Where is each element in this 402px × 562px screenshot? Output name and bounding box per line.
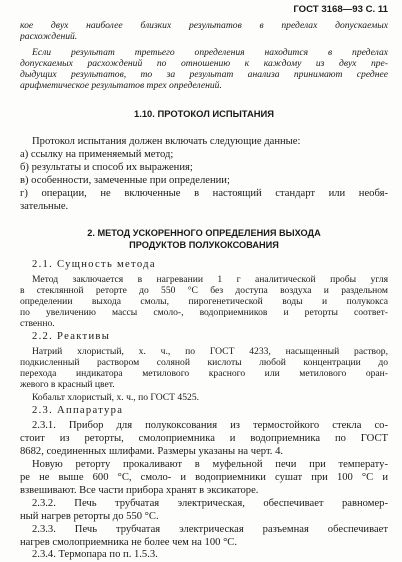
text-line: допускаемых расхождений по отношению к каждому из двух пре- — [20, 58, 388, 69]
subsection-title: 2.2. Реактивы — [32, 331, 111, 342]
text-line: нагрев смолоприемника не более чем на 100 °С. — [20, 537, 238, 548]
text-line: взвешивают. Все части прибора хранят в эксикаторе. — [20, 485, 259, 496]
subsection-title: 2.1. Сущность метода — [32, 259, 156, 270]
text-line: определении выхода смолы, пирогенетической воды и полукокса — [20, 296, 388, 307]
section-title: ПРОДУКТОВ ПОЛУКОКСОВАНИЯ — [129, 240, 279, 250]
text-line: в) особенности, замеченные при определении; — [20, 175, 230, 186]
section-title: 2. МЕТОД УСКОРЕННОГО ОПРЕДЕЛЕНИЯ ВЫХОДА — [87, 228, 321, 238]
text-line: 2.3.2. Печь трубчатая электрическая, обеспечивает равномер- — [32, 498, 388, 509]
text-line: ный нагрев реторты до 550 °С. — [20, 511, 159, 522]
text-line: ре не выше 600 °С, смоло- и водоприемники сушат при 100 °С и — [20, 472, 388, 483]
text-line: б) результаты и способ их выражения; — [20, 162, 193, 173]
text-line: Новую реторту прокаливают в муфельной печи при температу- — [32, 459, 388, 470]
text-line: зательные. — [20, 201, 69, 212]
text-line: Протокол испытания должен включать следующие данные: — [32, 136, 301, 147]
text-line: в стеклянной реторте до 550 °С без доступа воздуха и раздельном — [20, 285, 388, 296]
text-line: по увеличению массы смоло-, водоприемников и реторты соответ- — [20, 307, 388, 318]
text-line: арифметическое результатов трех определений. — [20, 80, 222, 91]
text-line: стоит из реторты, смолоприемника и водоприемника по ГОСТ — [20, 433, 388, 444]
subsection-title: 2.3. Аппаратура — [32, 405, 124, 416]
text-line: дыдущих результатов, то за результат анализа принимают среднее — [20, 69, 388, 80]
text-line: Кобальт хлористый, х. ч., по ГОСТ 4525. — [32, 392, 200, 403]
text-line: 8682, соединенных шлифами. Размеры указаны на черт. 4. — [20, 446, 284, 457]
text-line: подкисленный раствором соляной кислоты любой концентрации до — [20, 357, 388, 368]
text-line: 2.3.1. Прибор для полукоксования из термостойкого стекла со- — [32, 420, 388, 431]
page-header: ГОСТ 3168—93 С. 11 — [293, 4, 388, 15]
text-line: кое двух наиболее близких результатов в пределах допускаемых — [20, 20, 388, 31]
text-line: г) операции, не включенные в настоящий стандарт или необя- — [20, 188, 388, 199]
text-line: Если результат третьего определения находится в пределах — [32, 47, 388, 58]
text-line: расхождений. — [20, 31, 78, 42]
text-line: Метод заключается в нагревании 1 г аналитической пробы угля — [32, 274, 388, 285]
section-title: 1.10. ПРОТОКОЛ ИСПЫТАНИЯ — [134, 108, 274, 119]
text-line: перехода индикатора метилового красного или метилового оран- — [20, 368, 388, 379]
text-line: 2.3.4. Термопара по п. 1.5.3. — [32, 549, 158, 560]
text-line: Натрий хлористый, х. ч., по ГОСТ 4233, насыщенный раствор, — [32, 346, 388, 357]
text-line: жевого в красный цвет. — [20, 379, 115, 390]
text-line: ственно. — [20, 318, 55, 329]
text-line: 2.3.3. Печь трубчатая электрическая разъемная обеспечивает — [32, 524, 388, 535]
text-line: а) ссылку на применяемый метод; — [20, 149, 174, 160]
